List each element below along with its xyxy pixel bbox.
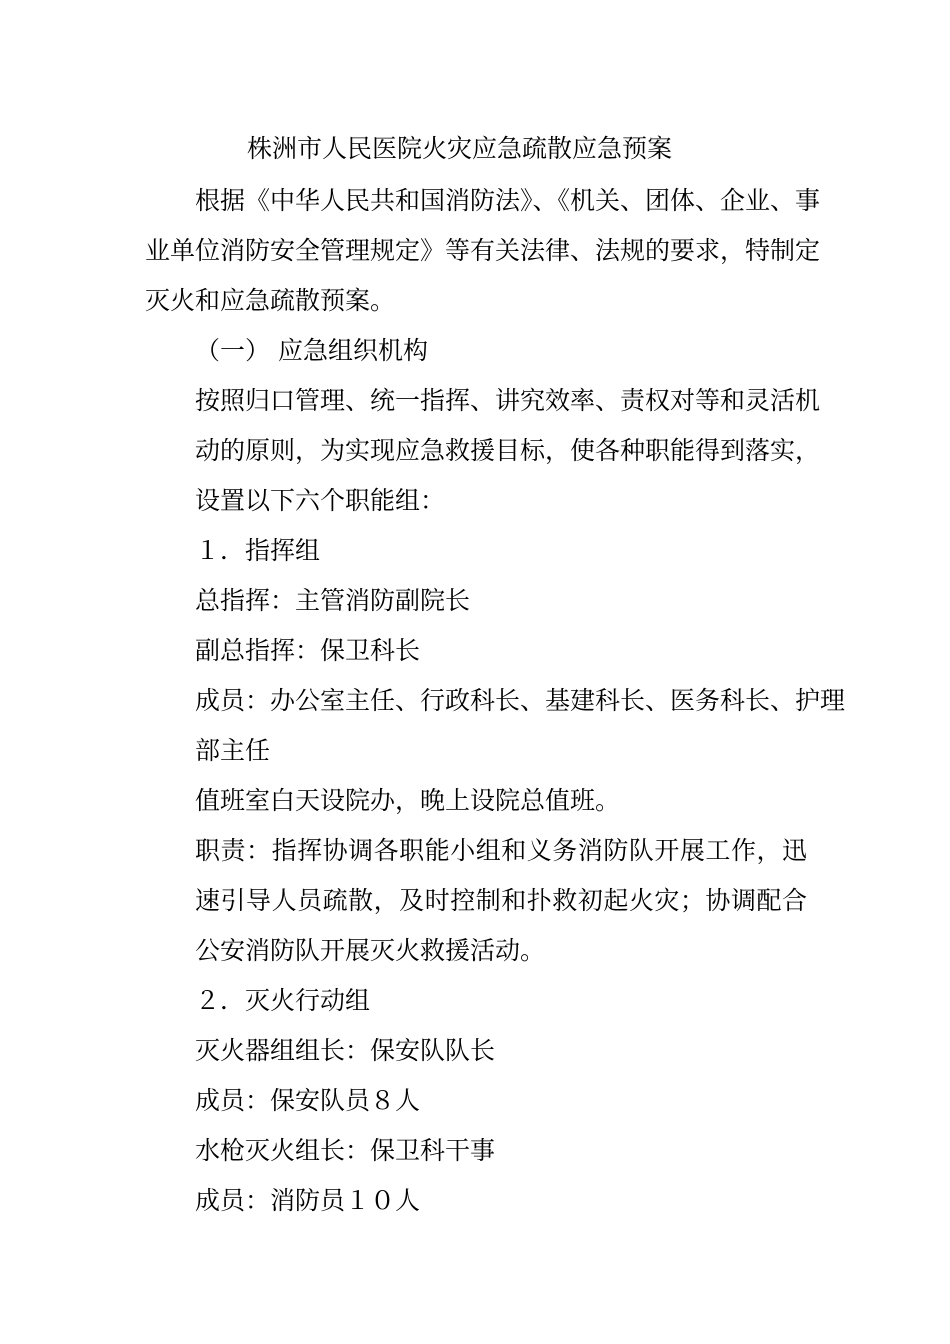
group1-duties-line-2: 速引导人员疏散，及时控制和扑救初起火灾；协调配合 (195, 886, 807, 915)
group1-duty-room: 值班室白天设院办，晚上设院总值班。 (195, 786, 621, 815)
section1-para-line-1: 按照归口管理、统一指挥、讲究效率、责权对等和灵活机 (195, 386, 821, 415)
section1-para-line-2: 动的原则，为实现应急救援目标，使各种职能得到落实， (195, 436, 821, 465)
group2-hose-leader: 水枪灭火组长：保卫科干事 (195, 1136, 496, 1165)
group1-members-line-2: 部主任 (195, 736, 271, 765)
group1-duties-line-3: 公安消防队开展灭火救援活动。 (195, 936, 546, 965)
group2-extinguisher-members: 成员：保安队员８人 (195, 1086, 421, 1115)
group2-extinguisher-leader: 灭火器组组长：保安队队长 (195, 1036, 496, 1065)
group1-members-line-1: 成员：办公室主任、行政科长、基建科长、医务科长、护理 (195, 686, 846, 715)
group1-heading: １．指挥组 (195, 536, 321, 565)
intro-line-1: 根据《中华人民共和国消防法》、《机关、团体、企业、事 (195, 186, 821, 215)
section1-heading: （一） 应急组织机构 (195, 336, 428, 365)
group1-duties-line-1: 职责：指挥协调各职能小组和义务消防队开展工作，迅 (195, 836, 807, 865)
intro-line-2: 业单位消防安全管理规定》等有关法律、法规的要求，特制定 (145, 236, 821, 265)
group1-deputy: 副总指挥：保卫科长 (195, 636, 421, 665)
document-title: 株洲市人民医院火灾应急疏散应急预案 (247, 134, 673, 163)
section1-para-line-3: 设置以下六个职能组： (195, 486, 446, 515)
group2-heading: ２．灭火行动组 (195, 986, 371, 1015)
intro-line-3: 灭火和应急疏散预案。 (145, 286, 396, 315)
group1-commander: 总指挥：主管消防副院长 (195, 586, 471, 615)
group2-hose-members: 成员：消防员１０人 (195, 1186, 421, 1215)
